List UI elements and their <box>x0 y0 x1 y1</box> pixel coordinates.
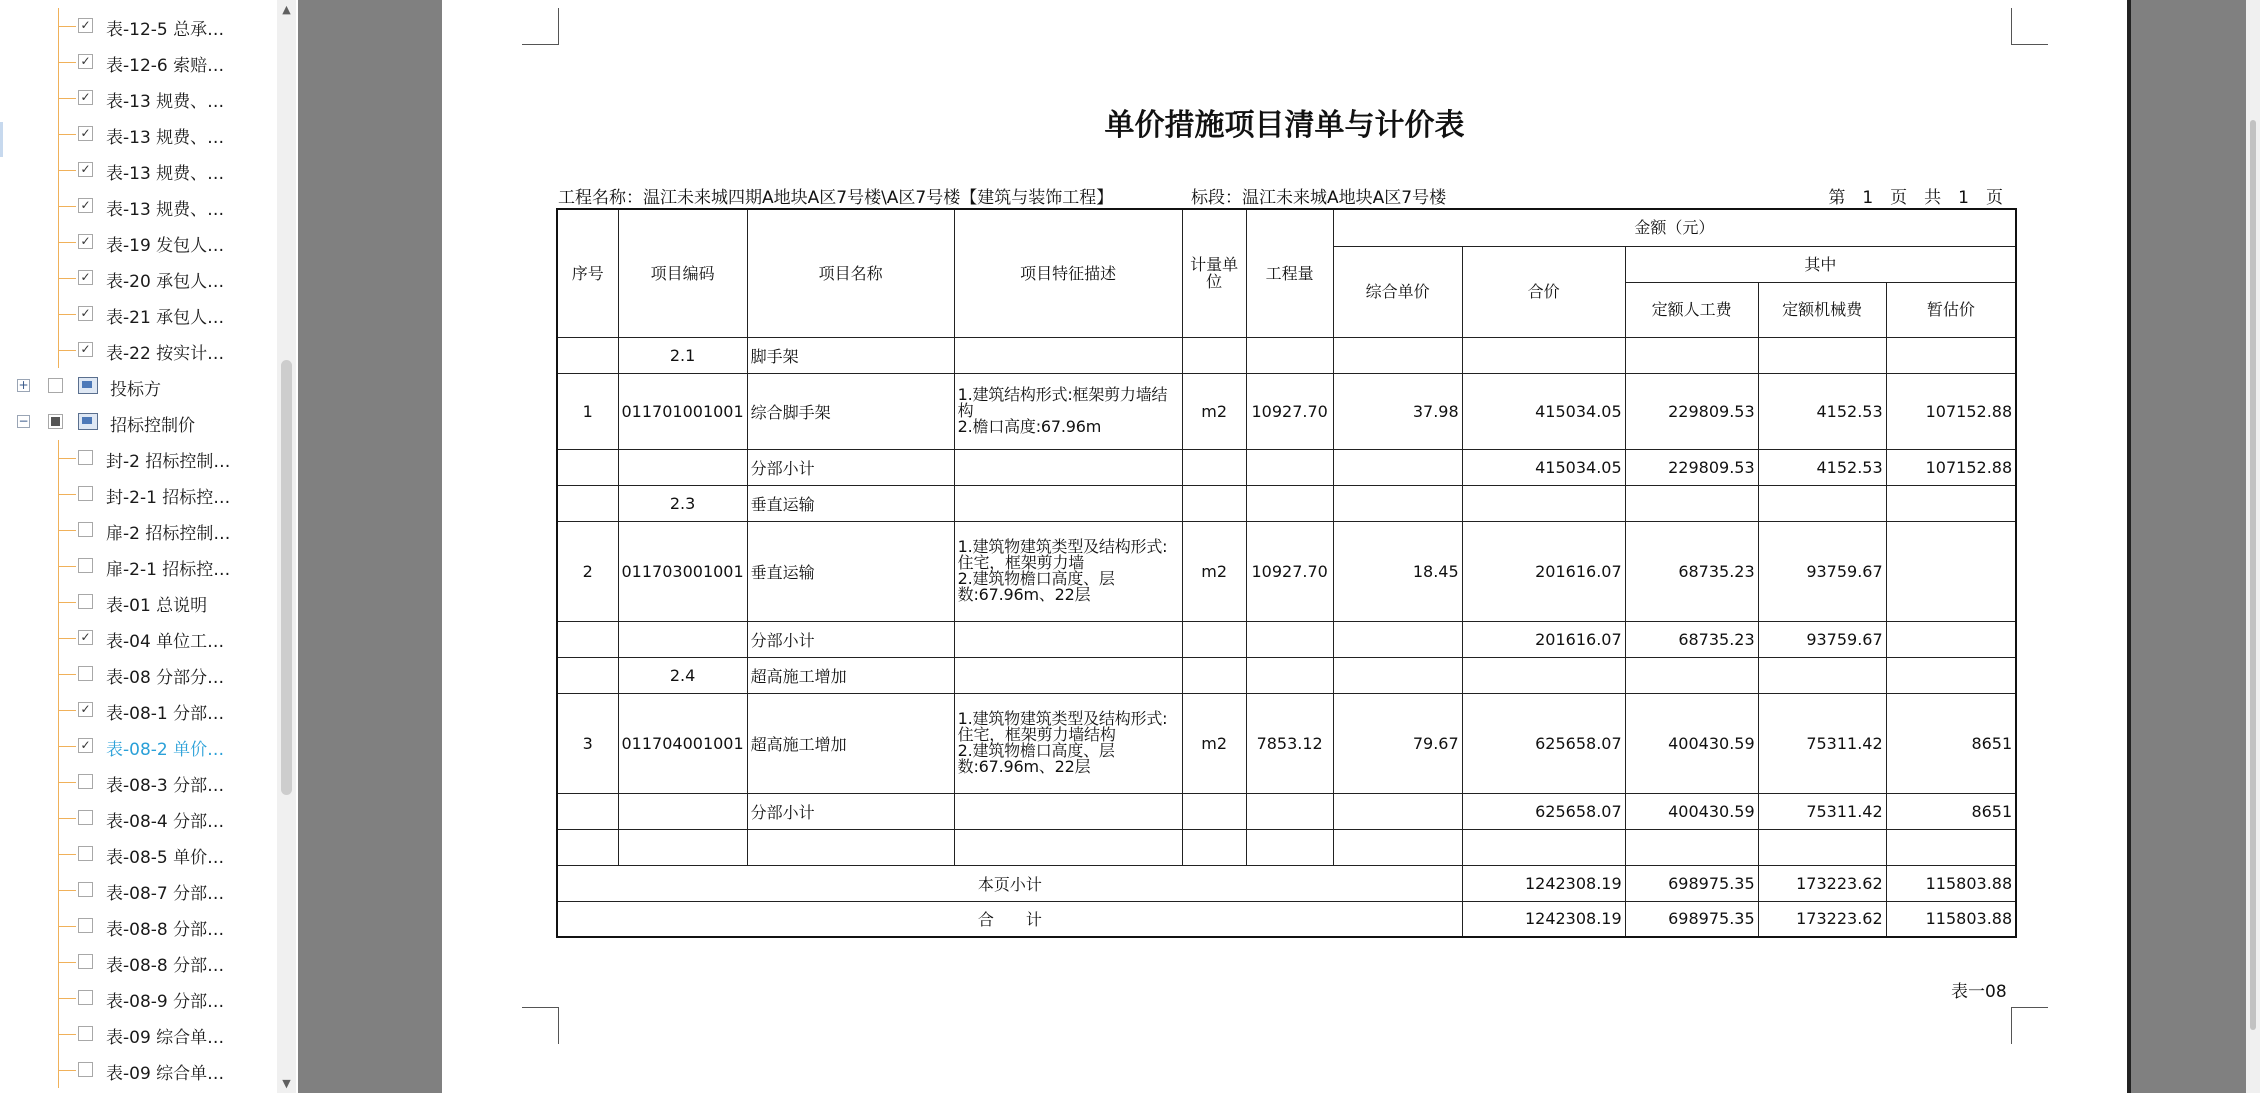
cell-empty <box>954 485 1182 521</box>
tree-item[interactable] <box>0 944 278 980</box>
tree-item-label[interactable]: 表-12-5 总承… <box>106 20 225 40</box>
cell-name: 垂直运输 <box>747 521 954 621</box>
cell-empty <box>618 829 747 865</box>
tree-item[interactable] <box>0 548 278 584</box>
tree-line <box>59 746 76 747</box>
tree-checkbox[interactable]: ✓ <box>78 738 93 753</box>
tree-item-label[interactable]: 表-08-8 分部… <box>106 956 225 976</box>
tree-item[interactable] <box>0 872 278 908</box>
tree-checkbox[interactable]: ✓ <box>78 126 93 141</box>
cell-provisional: 8651 <box>1886 793 2016 829</box>
cell-empty <box>1246 621 1333 657</box>
cell-unit: m2 <box>1182 693 1246 793</box>
tree-line <box>59 674 76 675</box>
tree-line <box>59 134 76 135</box>
tree-item[interactable] <box>0 836 278 872</box>
cell-qty: 7853.12 <box>1246 693 1333 793</box>
tree-item[interactable] <box>0 224 278 260</box>
tree-item-label[interactable]: 表-12-6 索赔… <box>106 56 225 76</box>
cell-empty <box>1625 337 1758 373</box>
tree-item-label[interactable]: 表-13 规费、… <box>106 164 225 184</box>
cell-total: 201616.07 <box>1462 521 1625 621</box>
cell-machine: 93759.67 <box>1758 621 1886 657</box>
tree-checkbox[interactable]: ✓ <box>78 306 93 321</box>
cell-seq: 3 <box>557 693 618 793</box>
tree-scrollbar[interactable] <box>277 0 296 1093</box>
tree-checkbox[interactable] <box>78 990 93 1005</box>
cell-code <box>618 449 747 485</box>
cell-subtotal-label: 分部小计 <box>747 621 954 657</box>
crop-mark-top-left <box>522 8 559 45</box>
boq-row-section <box>557 485 2016 521</box>
grand-total-label: 合 计 <box>557 901 1462 937</box>
cell-total: 415034.05 <box>1462 449 1625 485</box>
report-tree-list <box>0 8 278 1088</box>
tree-item[interactable] <box>0 44 278 80</box>
tree-item-label[interactable]: 表-13 规费、… <box>106 128 225 148</box>
folder-icon <box>78 377 98 394</box>
grand-total-machine: 173223.62 <box>1758 901 1886 937</box>
tree-item[interactable] <box>0 80 278 116</box>
cell-unit-price: 18.45 <box>1333 521 1462 621</box>
cell-empty <box>1462 657 1625 693</box>
cell-empty <box>1333 793 1462 829</box>
cell-empty <box>1333 621 1462 657</box>
tree-line <box>59 494 76 495</box>
cell-seq <box>557 449 618 485</box>
cell-empty <box>1886 485 2016 521</box>
folder-icon <box>78 413 98 430</box>
tree-item-label[interactable]: 招标控制价 <box>110 416 195 436</box>
cell-empty <box>1758 657 1886 693</box>
cell-provisional: 8651 <box>1886 693 2016 793</box>
tree-line <box>59 206 76 207</box>
tree-item[interactable] <box>0 764 278 800</box>
tree-line <box>59 854 76 855</box>
page-subtotal-machine: 173223.62 <box>1758 865 1886 901</box>
cell-section-code: 2.4 <box>618 657 747 693</box>
tree-checkbox[interactable] <box>48 414 63 429</box>
cell-labor: 229809.53 <box>1625 449 1758 485</box>
grand-total-total: 1242308.19 <box>1462 901 1625 937</box>
tree-checkbox[interactable]: ✓ <box>78 630 93 645</box>
cell-seq <box>557 793 618 829</box>
cell-total: 201616.07 <box>1462 621 1625 657</box>
grand-total-labor: 698975.35 <box>1625 901 1758 937</box>
tree-checkbox[interactable] <box>78 486 93 501</box>
cell-section-name: 垂直运输 <box>747 485 954 521</box>
tree-item[interactable] <box>0 728 278 764</box>
page-subtotal-provisional: 115803.88 <box>1886 865 2016 901</box>
cell-empty <box>1182 449 1246 485</box>
cell-empty <box>557 829 618 865</box>
tree-item-label[interactable]: 表-08-9 分部… <box>106 992 225 1012</box>
cell-empty <box>1182 485 1246 521</box>
cell-code <box>618 621 747 657</box>
tree-line <box>59 890 76 891</box>
cell-seq: 2 <box>557 521 618 621</box>
tree-line <box>59 566 76 567</box>
tree-checkbox[interactable]: ✓ <box>78 702 93 717</box>
document-scrollbar-thumb[interactable] <box>2250 120 2256 1030</box>
cell-empty <box>1333 449 1462 485</box>
cell-empty <box>1462 829 1625 865</box>
page-subtotal-label: 本页小计 <box>557 865 1462 901</box>
cell-labor: 400430.59 <box>1625 793 1758 829</box>
cell-machine: 4152.53 <box>1758 373 1886 449</box>
cell-unit: m2 <box>1182 521 1246 621</box>
cell-empty <box>1246 449 1333 485</box>
tree-item-label[interactable]: 表-19 发包人… <box>106 236 225 256</box>
cell-desc: 1.建筑结构形式:框架剪力墙结构 2.檐口高度:67.96m <box>954 373 1182 449</box>
tree-checkbox[interactable]: ✓ <box>78 198 93 213</box>
cell-total: 625658.07 <box>1462 793 1625 829</box>
cell-empty <box>1333 337 1462 373</box>
cell-machine: 4152.53 <box>1758 449 1886 485</box>
crop-mark-bottom-left <box>522 1007 559 1044</box>
tree-line <box>59 782 76 783</box>
boq-row-item <box>557 693 2016 793</box>
tree-checkbox[interactable] <box>48 378 63 393</box>
header-provisional: 暂估价 <box>1886 282 2016 337</box>
cell-provisional: 107152.88 <box>1886 449 2016 485</box>
cell-empty <box>1625 657 1758 693</box>
tree-item[interactable] <box>0 620 278 656</box>
tree-item[interactable] <box>0 476 278 512</box>
tree-checkbox[interactable] <box>78 594 93 609</box>
boq-row-subtotal <box>557 793 2016 829</box>
tree-item[interactable] <box>0 512 278 548</box>
tree-item-label[interactable]: 封-2-1 招标控… <box>106 488 231 508</box>
cell-empty <box>1462 337 1625 373</box>
tree-item-label[interactable]: 扉-2-1 招标控… <box>106 560 231 580</box>
collapse-icon[interactable]: − <box>18 414 29 428</box>
cell-empty <box>1182 337 1246 373</box>
page-info: 第 1 页 共 1 页 <box>1828 188 2003 208</box>
cell-unit: m2 <box>1182 373 1246 449</box>
cell-seq <box>557 657 618 693</box>
header-amount: 金额（元） <box>1333 209 2016 246</box>
tree-item-label[interactable]: 表-13 规费、… <box>106 200 225 220</box>
tree-item[interactable] <box>0 908 278 944</box>
cell-section-code: 2.1 <box>618 337 747 373</box>
cell-name: 综合脚手架 <box>747 373 954 449</box>
tree-checkbox[interactable] <box>78 918 93 933</box>
cell-machine: 93759.67 <box>1758 521 1886 621</box>
cell-code: 011701001001 <box>618 373 747 449</box>
cell-labor: 68735.23 <box>1625 521 1758 621</box>
boq-row-section <box>557 657 2016 693</box>
tree-item-label[interactable]: 表-08-7 分部… <box>106 884 225 904</box>
scroll-down-icon[interactable]: ▼ <box>282 1077 291 1090</box>
cell-empty <box>1625 485 1758 521</box>
tree-item[interactable] <box>0 980 278 1016</box>
tree-item-label[interactable]: 表-01 总说明 <box>106 596 208 616</box>
boq-row-blank <box>557 829 2016 865</box>
tree-checkbox[interactable] <box>78 810 93 825</box>
header-machine: 定额机械费 <box>1758 282 1886 337</box>
tree-item[interactable] <box>0 584 278 620</box>
cell-seq <box>557 621 618 657</box>
tree-item-label[interactable]: 表-08-4 分部… <box>106 812 225 832</box>
boq-row-item <box>557 521 2016 621</box>
tree-item-label[interactable]: 表-08 分部分… <box>106 668 225 688</box>
bid-section: 标段：温江未来城A地块A区7号楼 <box>1191 188 1447 208</box>
scroll-up-icon[interactable]: ▲ <box>282 3 291 16</box>
tree-checkbox[interactable]: ✓ <box>78 18 93 33</box>
cell-empty <box>1886 829 2016 865</box>
cell-empty <box>1758 485 1886 521</box>
tree-checkbox[interactable]: ✓ <box>78 270 93 285</box>
boq-row-subtotal <box>557 449 2016 485</box>
tree-checkbox[interactable]: ✓ <box>78 342 93 357</box>
cell-provisional <box>1886 521 2016 621</box>
header-code: 项目编码 <box>618 209 747 337</box>
tree-item-label[interactable]: 表-20 承包人… <box>106 272 225 292</box>
tree-item[interactable] <box>0 116 278 152</box>
cell-total: 625658.07 <box>1462 693 1625 793</box>
page-subtotal-total: 1242308.19 <box>1462 865 1625 901</box>
tree-item-label[interactable]: 表-22 按实计… <box>106 344 225 364</box>
document-scrollbar[interactable] <box>2246 0 2260 1093</box>
tree-line <box>59 1034 76 1035</box>
header-unit: 计量单位 <box>1182 209 1246 337</box>
tree-line <box>59 62 76 63</box>
tree-item-label[interactable]: 扉-2 招标控制… <box>106 524 231 544</box>
cell-empty <box>1246 337 1333 373</box>
cell-unit-price: 37.98 <box>1333 373 1462 449</box>
tree-line <box>59 998 76 999</box>
boq-table <box>556 208 2017 938</box>
tree-checkbox[interactable]: ✓ <box>78 234 93 249</box>
report-tree-panel <box>0 0 298 1093</box>
tree-line <box>59 170 76 171</box>
cell-labor: 68735.23 <box>1625 621 1758 657</box>
tree-item[interactable] <box>0 692 278 728</box>
report-page <box>442 0 2127 1093</box>
cell-empty <box>1625 829 1758 865</box>
tree-group[interactable] <box>0 368 278 404</box>
tree-item-label[interactable]: 表-09 综合单… <box>106 1064 225 1084</box>
boq-row-item <box>557 373 2016 449</box>
cell-section-name: 超高施工增加 <box>747 657 954 693</box>
tree-item[interactable] <box>0 188 278 224</box>
tree-checkbox[interactable] <box>78 846 93 861</box>
tree-item[interactable] <box>0 1016 278 1052</box>
tree-line <box>59 314 76 315</box>
cell-empty <box>1886 337 2016 373</box>
cell-code: 011704001001 <box>618 693 747 793</box>
cell-empty <box>1246 793 1333 829</box>
cell-empty <box>1182 657 1246 693</box>
tree-item[interactable] <box>0 260 278 296</box>
cell-unit-price: 79.67 <box>1333 693 1462 793</box>
cell-labor: 229809.53 <box>1625 373 1758 449</box>
grand-total-provisional: 115803.88 <box>1886 901 2016 937</box>
expand-icon[interactable]: + <box>18 378 29 392</box>
page-subtotal-labor: 698975.35 <box>1625 865 1758 901</box>
tree-item-label[interactable]: 表-09 综合单… <box>106 1028 225 1048</box>
crop-mark-top-right <box>2011 8 2048 45</box>
cell-desc: 1.建筑物建筑类型及结构形式:住宅，框架剪力墙结构 2.建筑物檐口高度、层数:67.96m、22层 <box>954 693 1182 793</box>
boq-row-subtotal <box>557 621 2016 657</box>
tree-item[interactable] <box>0 332 278 368</box>
cell-empty <box>1246 829 1333 865</box>
tree-checkbox[interactable] <box>78 1026 93 1041</box>
cell-empty <box>954 449 1182 485</box>
tree-item-label[interactable]: 表-08-3 分部… <box>106 776 225 796</box>
tree-item-label[interactable]: 表-08-8 分部… <box>106 920 225 940</box>
tree-line <box>59 1070 76 1071</box>
cell-empty <box>1462 485 1625 521</box>
tree-line <box>59 602 76 603</box>
cell-empty <box>1182 793 1246 829</box>
header-unit-price: 综合单价 <box>1333 246 1462 337</box>
cell-total: 415034.05 <box>1462 373 1625 449</box>
tree-item-label[interactable]: 表-08-2 单价… <box>106 740 225 760</box>
tree-line <box>59 278 76 279</box>
cell-empty <box>1758 829 1886 865</box>
cell-empty <box>954 621 1182 657</box>
tree-checkbox[interactable] <box>78 1062 93 1077</box>
tree-item[interactable] <box>0 656 278 692</box>
cell-seq: 1 <box>557 373 618 449</box>
cell-empty <box>1333 829 1462 865</box>
crop-mark-bottom-right <box>2011 1007 2048 1044</box>
cell-labor: 400430.59 <box>1625 693 1758 793</box>
tree-checkbox[interactable] <box>78 954 93 969</box>
cell-empty <box>1758 337 1886 373</box>
report-title: 单价措施项目清单与计价表 <box>1104 108 1465 143</box>
tree-item-label[interactable]: 表-21 承包人… <box>106 308 225 328</box>
tree-item-label[interactable]: 表-04 单位工… <box>106 632 225 652</box>
header-total: 合价 <box>1462 246 1625 337</box>
tree-line <box>59 458 76 459</box>
boq-body <box>557 337 2016 865</box>
cell-provisional: 107152.88 <box>1886 373 2016 449</box>
tree-item[interactable] <box>0 296 278 332</box>
tree-item-label[interactable]: 表-08-1 分部… <box>106 704 225 724</box>
tree-checkbox[interactable]: ✓ <box>78 90 93 105</box>
tree-item[interactable] <box>0 152 278 188</box>
cell-subtotal-label: 分部小计 <box>747 793 954 829</box>
left-edge-indicator <box>0 122 3 157</box>
header-seq: 序号 <box>557 209 618 337</box>
tree-line <box>59 350 76 351</box>
tree-checkbox[interactable] <box>78 450 93 465</box>
cell-empty <box>954 657 1182 693</box>
cell-empty <box>1246 657 1333 693</box>
tree-line <box>59 818 76 819</box>
cell-subtotal-label: 分部小计 <box>747 449 954 485</box>
cell-empty <box>1886 657 2016 693</box>
tree-checkbox[interactable]: ✓ <box>78 54 93 69</box>
cell-name: 超高施工增加 <box>747 693 954 793</box>
tree-line <box>59 98 76 99</box>
table-number: 表一08 <box>1951 982 2007 1002</box>
cell-machine: 75311.42 <box>1758 693 1886 793</box>
tree-item[interactable] <box>0 1052 278 1088</box>
cell-qty: 10927.70 <box>1246 521 1333 621</box>
cell-empty <box>1333 485 1462 521</box>
cell-section-code: 2.3 <box>618 485 747 521</box>
tree-item[interactable] <box>0 8 278 44</box>
cell-seq <box>557 485 618 521</box>
tree-checkbox[interactable] <box>78 666 93 681</box>
tree-checkbox[interactable] <box>78 558 93 573</box>
cell-seq <box>557 337 618 373</box>
tree-item[interactable] <box>0 800 278 836</box>
tree-item-label[interactable]: 封-2 招标控制… <box>106 452 231 472</box>
tree-line <box>59 26 76 27</box>
cell-empty <box>954 337 1182 373</box>
cell-section-name: 脚手架 <box>747 337 954 373</box>
tree-line <box>59 242 76 243</box>
tree-checkbox[interactable]: ✓ <box>78 162 93 177</box>
tree-line <box>59 962 76 963</box>
tree-item-label[interactable]: 投标方 <box>110 380 161 400</box>
header-desc: 项目特征描述 <box>954 209 1182 337</box>
tree-item[interactable] <box>0 440 278 476</box>
cell-empty <box>1182 829 1246 865</box>
project-name: 工程名称：温江未来城四期A地块A区7号楼\A区7号楼【建筑与装饰工程】 <box>558 188 1114 208</box>
cell-provisional <box>1886 621 2016 657</box>
tree-line <box>59 710 76 711</box>
tree-group[interactable] <box>0 404 278 440</box>
tree-item-label[interactable]: 表-08-5 单价… <box>106 848 225 868</box>
tree-line <box>59 530 76 531</box>
tree-checkbox[interactable] <box>78 774 93 789</box>
header-of-which: 其中 <box>1625 246 2016 282</box>
header-labor: 定额人工费 <box>1625 282 1758 337</box>
cell-desc: 1.建筑物建筑类型及结构形式:住宅，框架剪力墙 2.建筑物檐口高度、层数:67.96m、22层 <box>954 521 1182 621</box>
cell-code: 011703001001 <box>618 521 747 621</box>
boq-row-section <box>557 337 2016 373</box>
cell-empty <box>1246 485 1333 521</box>
tree-item-label[interactable]: 表-13 规费、… <box>106 92 225 112</box>
cell-empty <box>954 829 1182 865</box>
tree-scrollbar-thumb[interactable] <box>281 360 292 795</box>
cell-machine: 75311.42 <box>1758 793 1886 829</box>
tree-checkbox[interactable] <box>78 522 93 537</box>
cell-qty: 10927.70 <box>1246 373 1333 449</box>
header-name: 项目名称 <box>747 209 954 337</box>
cell-empty <box>747 829 954 865</box>
tree-checkbox[interactable] <box>78 882 93 897</box>
cell-code <box>618 793 747 829</box>
cell-empty <box>1182 621 1246 657</box>
cell-empty <box>954 793 1182 829</box>
cell-empty <box>1333 657 1462 693</box>
header-qty: 工程量 <box>1246 209 1333 337</box>
tree-line <box>59 926 76 927</box>
page-shadow <box>2127 0 2131 1093</box>
tree-line <box>59 638 76 639</box>
